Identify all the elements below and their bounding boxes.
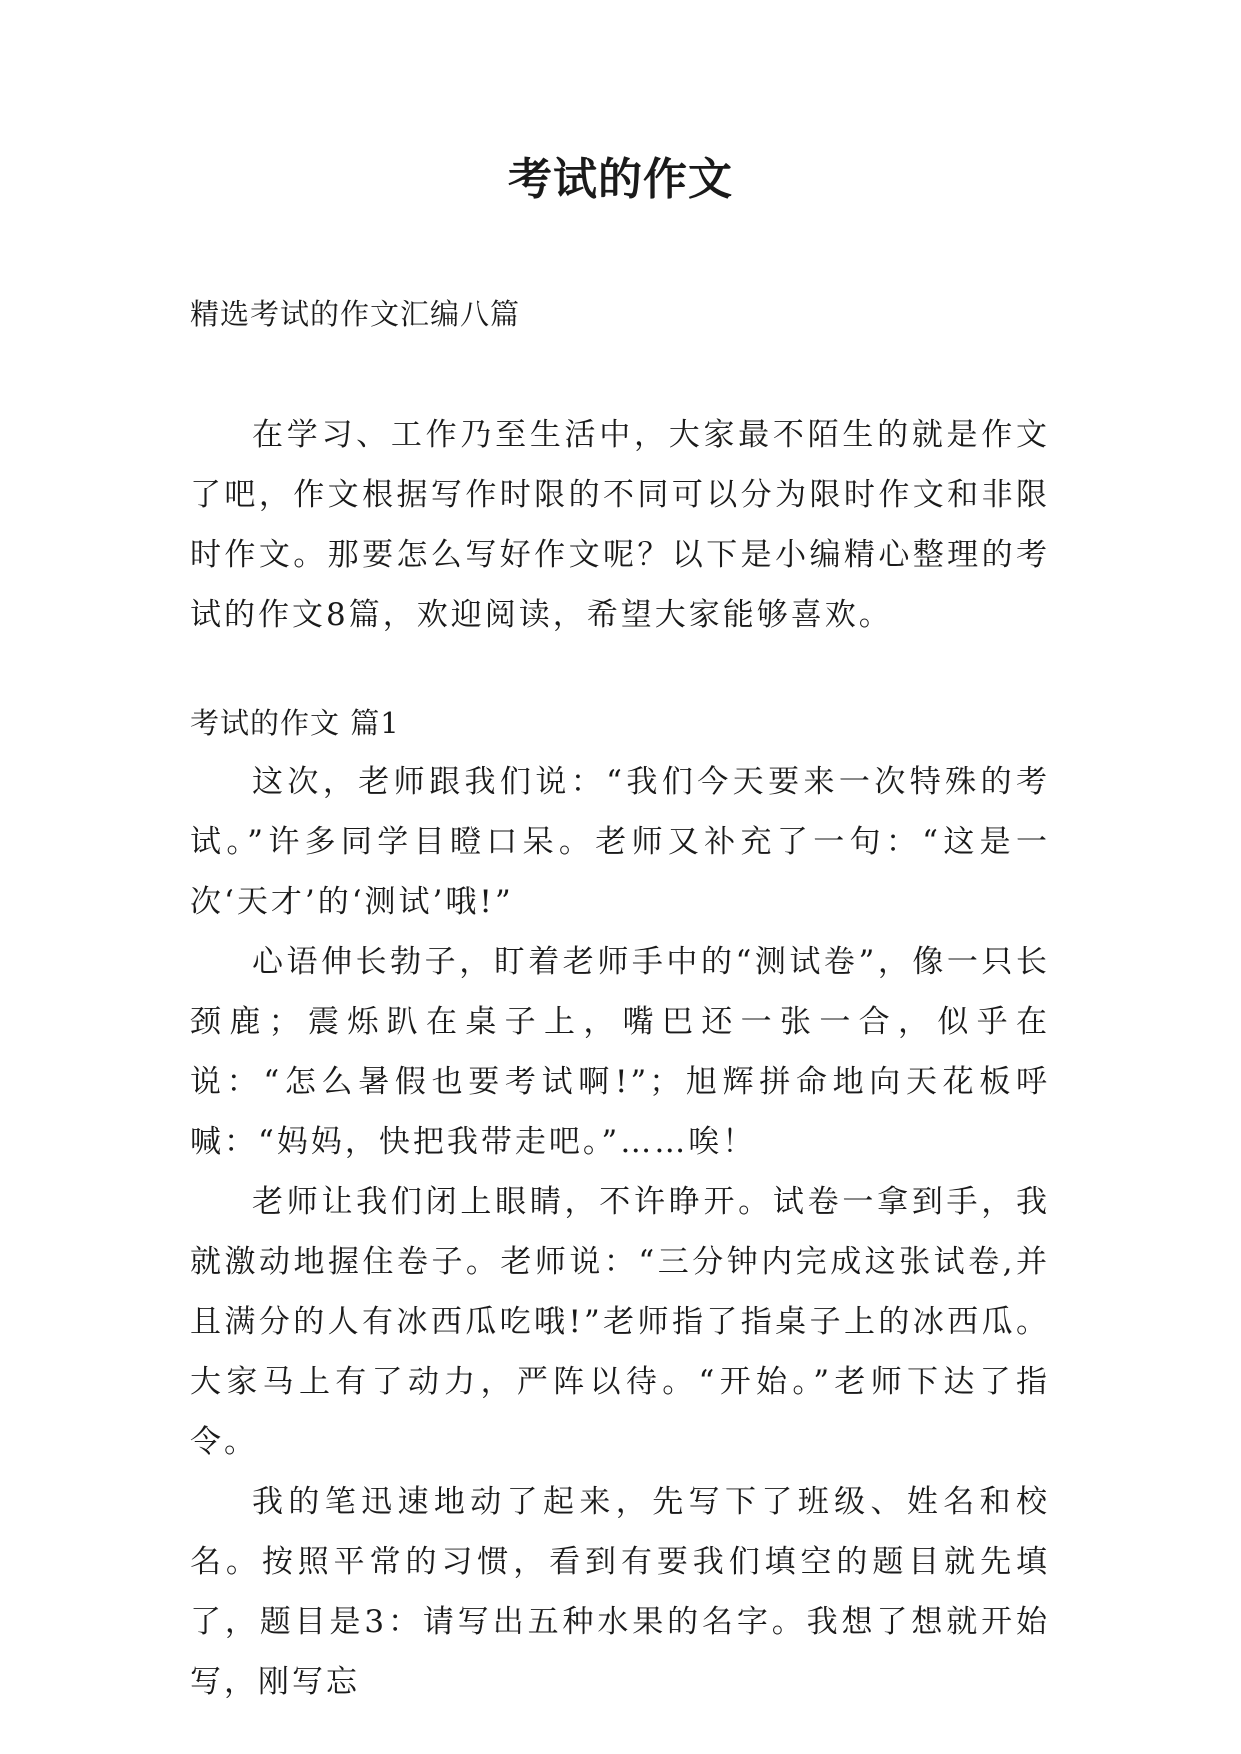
section-heading: 考试的作文 篇1 [190,706,400,740]
intro-block [190,405,1050,645]
body-paragraph: 这次，老师跟我们说：“我们今天要来一次特殊的考试。”许多同学目瞪口呆。老师又补充了一句：“这是一次‘天才’的‘测试’哦!” [190,764,1050,920]
body-paragraph: 心语伸长勃子，盯着老师手中的“测试卷”，像一只长颈鹿；震烁趴在桌子上，嘴巴还一张一合，似乎在说：“怎么暑假也要考试啊!”；旭辉拼命地向天花板呼喊：“妈妈，快把我带走吧。”……唉！ [190,944,1050,1160]
document-subtitle: 精选考试的作文汇编八篇 [190,297,521,331]
document-title: 考试的作文 [508,154,733,205]
section-body [190,752,1050,1712]
intro-paragraph: 在学习、工作乃至生活中，大家最不陌生的就是作文了吧，作文根据写作时限的不同可以分为限时作文和非限时作文。那要怎么写好作文呢？以下是小编精心整理的考试的作文8篇，欢迎阅读，希望大家能够喜欢。 [190,417,1050,633]
body-paragraph: 老师让我们闭上眼睛，不许睁开。试卷一拿到手，我就激动地握住卷子。老师说：“三分钟内完成这张试卷,并且满分的人有冰西瓜吃哦!”老师指了指桌子上的冰西瓜。大家马上有了动力，严阵以待。“开始。”老师下达了指令。 [190,1184,1050,1460]
body-paragraph: 我的笔迅速地动了起来，先写下了班级、姓名和校名。按照平常的习惯，看到有要我们填空的题目就先填了，题目是3：请写出五种水果的名字。我想了想就开始写，刚写忘 [190,1484,1050,1700]
